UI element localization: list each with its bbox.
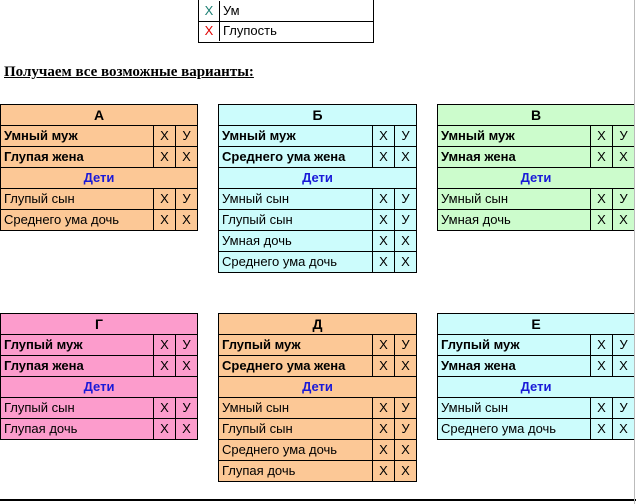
child-label: Среднего ума дочь <box>219 252 373 273</box>
child-label: Умный сын <box>219 398 373 419</box>
source-mark: Х <box>395 440 417 461</box>
child-row <box>1 398 198 419</box>
trait-mark: Х <box>154 335 176 356</box>
child-row <box>219 461 417 482</box>
trait-mark: Х <box>154 126 176 147</box>
source-mark: У <box>176 126 198 147</box>
source-mark: У <box>613 189 635 210</box>
parent-row <box>1 126 198 147</box>
source-mark: Х <box>176 419 198 440</box>
trait-mark: Х <box>373 440 395 461</box>
trait-mark: Х <box>591 419 613 440</box>
source-mark: У <box>613 398 635 419</box>
child-row <box>219 189 417 210</box>
source-mark: У <box>613 126 635 147</box>
child-row <box>438 189 635 210</box>
trait-mark: Х <box>154 189 176 210</box>
source-mark: У <box>395 419 417 440</box>
variant-title: Б <box>219 105 417 126</box>
parent-row <box>1 335 198 356</box>
parent-label: Глупый муж <box>219 335 373 356</box>
variant-title: Г <box>1 314 198 335</box>
child-label: Глупый сын <box>1 398 154 419</box>
children-header: Дети <box>438 377 635 398</box>
trait-mark: Х <box>591 147 613 168</box>
variant-title: А <box>1 105 198 126</box>
right-gridline <box>634 0 635 504</box>
legend-smart-label: Ум <box>223 3 240 18</box>
trait-mark: Х <box>373 398 395 419</box>
parent-row <box>219 335 417 356</box>
trait-mark: Х <box>373 419 395 440</box>
child-label: Глупая дочь <box>1 419 154 440</box>
child-label: Умный сын <box>438 398 591 419</box>
child-label: Умная дочь <box>438 210 591 231</box>
variant-table-3 <box>0 313 198 440</box>
child-row <box>219 419 417 440</box>
variant-title: Е <box>438 314 635 335</box>
parent-label: Умный муж <box>219 126 373 147</box>
parent-label: Среднего ума жена <box>219 147 373 168</box>
source-mark: Х <box>176 356 198 377</box>
source-mark: У <box>176 398 198 419</box>
trait-mark: Х <box>373 210 395 231</box>
parent-label: Умная жена <box>438 356 591 377</box>
source-mark: У <box>395 126 417 147</box>
parent-row <box>438 147 635 168</box>
source-mark: Х <box>613 210 635 231</box>
child-row <box>219 252 417 273</box>
child-label: Умная дочь <box>219 231 373 252</box>
trait-mark: Х <box>591 126 613 147</box>
children-header: Дети <box>219 168 417 189</box>
trait-mark: Х <box>591 335 613 356</box>
trait-mark: Х <box>373 356 395 377</box>
trait-mark: Х <box>154 398 176 419</box>
parent-label: Среднего ума жена <box>219 356 373 377</box>
child-row <box>1 189 198 210</box>
source-mark: У <box>395 210 417 231</box>
child-row <box>438 210 635 231</box>
source-mark: Х <box>395 252 417 273</box>
trait-mark: Х <box>591 398 613 419</box>
trait-mark: Х <box>373 252 395 273</box>
legend-dumb-label: Глупость <box>223 23 277 38</box>
bottom-border <box>0 499 636 501</box>
children-header: Дети <box>1 377 198 398</box>
trait-mark: Х <box>154 147 176 168</box>
source-mark: У <box>395 398 417 419</box>
child-label: Умный сын <box>219 189 373 210</box>
parent-row <box>438 356 635 377</box>
child-label: Глупый сын <box>219 419 373 440</box>
variant-title: В <box>438 105 635 126</box>
parent-row <box>438 335 635 356</box>
source-mark: Х <box>395 461 417 482</box>
source-mark: У <box>395 335 417 356</box>
variant-table-0 <box>0 104 198 231</box>
variant-table-2 <box>437 104 635 231</box>
parent-label: Умная жена <box>438 147 591 168</box>
parent-label: Умный муж <box>1 126 154 147</box>
source-mark: Х <box>176 147 198 168</box>
trait-mark: Х <box>373 189 395 210</box>
parent-row <box>219 126 417 147</box>
child-row <box>219 398 417 419</box>
parent-label: Глупая жена <box>1 356 154 377</box>
child-label: Среднего ума дочь <box>438 419 591 440</box>
parent-row <box>438 126 635 147</box>
child-row <box>438 398 635 419</box>
trait-mark: Х <box>373 335 395 356</box>
legend-row-dumb <box>199 21 373 41</box>
legend-smart-symbol: Х <box>199 1 220 21</box>
child-label: Среднего ума дочь <box>1 210 154 231</box>
trait-mark: Х <box>154 419 176 440</box>
variant-table-1 <box>218 104 417 273</box>
source-mark: У <box>613 335 635 356</box>
variant-table-4 <box>218 313 417 482</box>
parent-label: Глупая жена <box>1 147 154 168</box>
source-mark: У <box>176 335 198 356</box>
children-header: Дети <box>1 168 198 189</box>
legend-box <box>198 0 374 43</box>
parent-row <box>219 356 417 377</box>
children-header: Дети <box>438 168 635 189</box>
child-row <box>219 210 417 231</box>
trait-mark: Х <box>154 210 176 231</box>
source-mark: Х <box>176 210 198 231</box>
trait-mark: Х <box>591 210 613 231</box>
source-mark: Х <box>395 231 417 252</box>
legend-dumb-symbol: Х <box>199 21 220 41</box>
parent-label: Глупый муж <box>1 335 154 356</box>
source-mark: Х <box>613 419 635 440</box>
source-mark: Х <box>395 147 417 168</box>
trait-mark: Х <box>154 356 176 377</box>
child-row <box>438 419 635 440</box>
trait-mark: Х <box>591 356 613 377</box>
parent-label: Глупый муж <box>438 335 591 356</box>
child-label: Глупая дочь <box>219 461 373 482</box>
trait-mark: Х <box>373 461 395 482</box>
parent-row <box>1 356 198 377</box>
source-mark: Х <box>395 356 417 377</box>
variant-table-5 <box>437 313 635 440</box>
legend-row-smart <box>199 1 373 22</box>
source-mark: Х <box>613 147 635 168</box>
parent-row <box>219 147 417 168</box>
child-label: Среднего ума дочь <box>219 440 373 461</box>
child-row <box>219 440 417 461</box>
child-row <box>1 419 198 440</box>
trait-mark: Х <box>373 231 395 252</box>
parent-row <box>1 147 198 168</box>
children-header: Дети <box>219 377 417 398</box>
trait-mark: Х <box>591 189 613 210</box>
source-mark: У <box>176 189 198 210</box>
page-heading: Получаем все возможные варианты: <box>4 64 254 80</box>
source-mark: Х <box>613 356 635 377</box>
child-label: Глупый сын <box>219 210 373 231</box>
source-mark: У <box>395 189 417 210</box>
trait-mark: Х <box>373 147 395 168</box>
trait-mark: Х <box>373 126 395 147</box>
child-row <box>1 210 198 231</box>
variant-title: Д <box>219 314 417 335</box>
parent-label: Умный муж <box>438 126 591 147</box>
child-row <box>219 231 417 252</box>
child-label: Глупый сын <box>1 189 154 210</box>
child-label: Умный сын <box>438 189 591 210</box>
